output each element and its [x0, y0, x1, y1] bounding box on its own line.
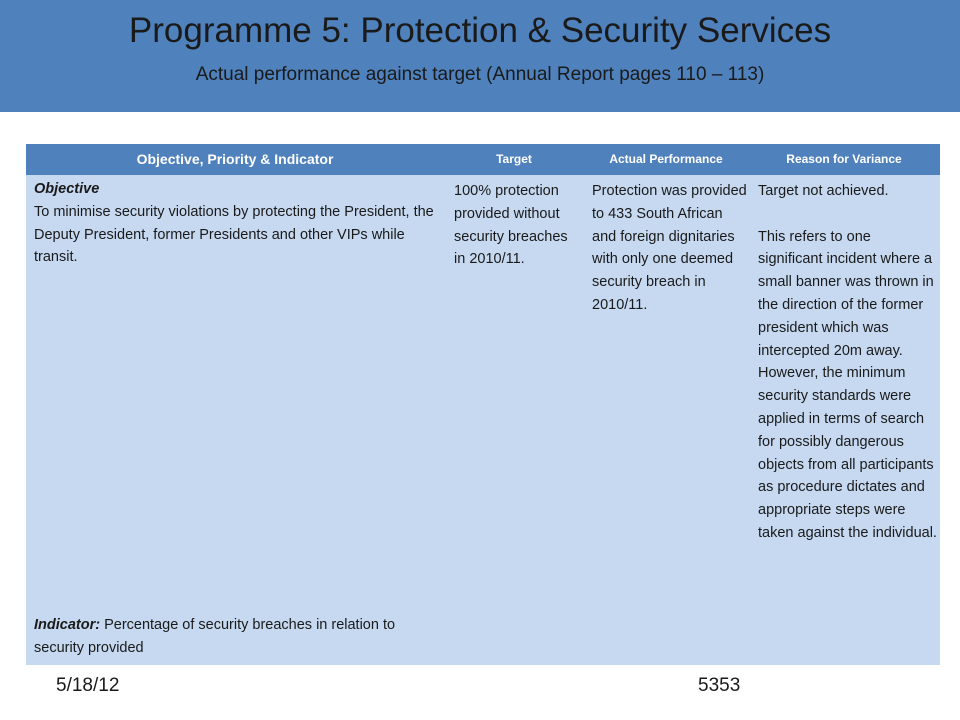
header-reason-for-variance: Reason for Variance [786, 152, 902, 166]
paragraph-gap [758, 203, 938, 226]
header-objective: Objective, Priority & Indicator [136, 151, 334, 167]
variance-detail: This refers to one significant incident where a small banner was thrown in the direction of the former president which was intercepted 20m away. However, the minimum security standards were applied in terms of search for possibly dangerous objects from all participants as procedure dictates and appropriate steps were taken against the individual. [758, 228, 937, 541]
objective-cell [34, 178, 434, 269]
title-banner [0, 0, 960, 112]
objective-text: To minimise security violations by protecting the President, the Deputy President, former Presidents and other VIPs while transit. [34, 203, 434, 266]
actual-performance-cell: Protection was provided to 433 South African and foreign dignitaries with only one deemed security breach in 2010/11. [592, 183, 747, 313]
slide-title: Programme 5: Protection & Security Services [128, 11, 832, 50]
indicator-text: Percentage of security breaches in relation to security provided [34, 617, 396, 656]
footer-page-number: 5353 [698, 675, 741, 696]
indicator-text-block [34, 614, 434, 660]
indicator-label: Indicator: [34, 617, 101, 633]
target-cell: 100% protection provided without security breaches in 2010/11. [454, 183, 568, 268]
header-target: Target [496, 152, 532, 166]
slide-subtitle: Actual performance against target (Annual Report pages 110 – 113) [195, 64, 765, 85]
header-actual-performance: Actual Performance [609, 152, 723, 166]
performance-table [26, 144, 940, 665]
reason-for-variance-cell [758, 180, 938, 545]
variance-summary: Target not achieved. [758, 183, 889, 199]
table-header-row [26, 144, 940, 175]
objective-label: Objective [34, 181, 100, 197]
footer-date: 5/18/12 [56, 675, 120, 696]
